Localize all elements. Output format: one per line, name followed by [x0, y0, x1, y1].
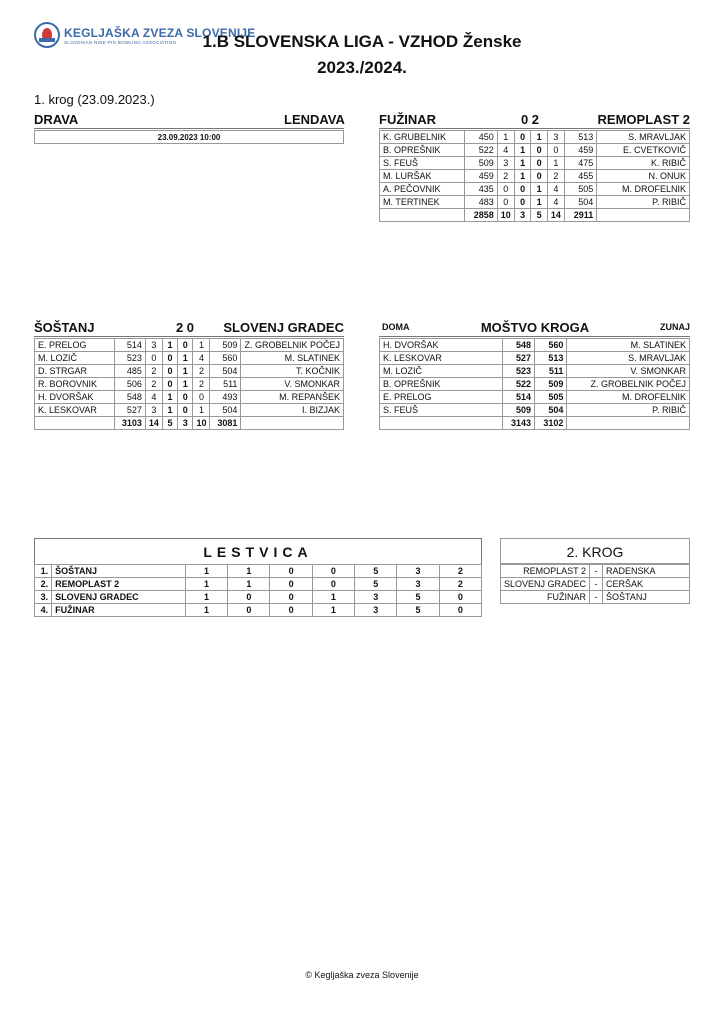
table-row: [35, 352, 344, 365]
home-player: S. FEUŠ: [380, 404, 503, 417]
away-point: 0: [178, 339, 193, 352]
away-point: 0: [178, 391, 193, 404]
home-sets: 10: [497, 209, 514, 222]
next-sep: -: [590, 565, 603, 578]
away-sets: 2: [547, 170, 564, 183]
home-point: 1: [514, 157, 531, 170]
losses: 1: [312, 591, 354, 604]
team-points-for: 3: [355, 591, 397, 604]
home-sets: 0: [497, 196, 514, 209]
away-pins: 504: [210, 365, 241, 378]
match1-away: LENDAVA: [284, 112, 345, 127]
next-home: FUŽINAR: [501, 591, 590, 604]
home-sets: 4: [145, 391, 162, 404]
next-sep: -: [590, 591, 603, 604]
losses: 0: [312, 578, 354, 591]
home-sets: 14: [145, 417, 162, 430]
away-point: 1: [178, 365, 193, 378]
table-total-row: [380, 417, 690, 430]
page-season: 2023./2024.: [317, 58, 407, 77]
tor-home-label: DOMA: [382, 322, 410, 332]
home-player: S. FEUŠ: [380, 157, 465, 170]
home-player: [380, 209, 465, 222]
played: 1: [185, 578, 227, 591]
table-row: [35, 604, 482, 617]
away-player: I. BIZJAK: [241, 404, 344, 417]
team-points-for: 3: [355, 604, 397, 617]
draws: 0: [270, 578, 312, 591]
home-sets: 0: [145, 352, 162, 365]
home-sets: 2: [497, 170, 514, 183]
table-row: [380, 391, 690, 404]
home-player: B. OPREŠNIK: [380, 378, 503, 391]
away-player: M. SLATINEK: [241, 352, 344, 365]
next-away: RADENSKA: [603, 565, 690, 578]
away-player: [567, 417, 690, 430]
team-name: FUŽINAR: [52, 604, 186, 617]
home-sets: 3: [497, 157, 514, 170]
played: 1: [185, 591, 227, 604]
away-pins: 505: [564, 183, 596, 196]
home-pins: 514: [114, 339, 145, 352]
played: 1: [185, 565, 227, 578]
logo-subtitle: SLOVENIAN NINE-PIN BOWLING ASSOCIATION: [64, 39, 177, 45]
team-name: REMOPLAST 2: [52, 578, 186, 591]
match3-divider: [34, 336, 344, 337]
footer-copyright: © Kegljaška zveza Slovenije: [305, 970, 419, 980]
match1-divider: [34, 128, 344, 129]
home-pins: 3103: [114, 417, 145, 430]
table-row: [35, 365, 344, 378]
league-points: 0: [439, 591, 481, 604]
home-pins: 514: [502, 391, 534, 404]
away-point: 0: [178, 404, 193, 417]
home-point: 0: [514, 196, 531, 209]
page-title: 1.B SLOVENSKA LIGA - VZHOD Ženske: [202, 32, 522, 51]
home-point: 0: [162, 378, 177, 391]
away-player: T. KOČNIK: [241, 365, 344, 378]
home-point: 1: [514, 144, 531, 157]
next-home: SLOVENJ GRADEC: [501, 578, 590, 591]
league-points: 0: [439, 604, 481, 617]
away-pins: 459: [564, 144, 596, 157]
table-row: [35, 391, 344, 404]
table-total-row: [35, 417, 344, 430]
table-row: [380, 339, 690, 352]
home-pins: 548: [502, 339, 534, 352]
home-player: M. LOZIČ: [35, 352, 115, 365]
table-row: [35, 591, 482, 604]
away-player: [241, 417, 344, 430]
away-pins: 504: [210, 404, 241, 417]
home-point: 5: [162, 417, 177, 430]
team-name: ŠOŠTANJ: [52, 565, 186, 578]
team-of-round-table: [379, 338, 690, 430]
played: 1: [185, 604, 227, 617]
away-pins: 560: [534, 339, 566, 352]
table-row: [380, 170, 690, 183]
home-player: K. LESKOVAR: [35, 404, 115, 417]
away-sets: 14: [547, 209, 564, 222]
away-sets: 4: [193, 352, 210, 365]
table-row: [380, 352, 690, 365]
home-pins: 459: [465, 170, 497, 183]
home-pins: 506: [114, 378, 145, 391]
home-point: 1: [162, 391, 177, 404]
table-row: [35, 565, 482, 578]
next-away: CERŠAK: [603, 578, 690, 591]
away-sets: 2: [193, 378, 210, 391]
table-row: [380, 183, 690, 196]
home-pins: 509: [465, 157, 497, 170]
match3-home: ŠOŠTANJ: [34, 320, 95, 335]
away-player: Z. GROBELNIK POČEJ: [241, 339, 344, 352]
away-player: E. CVETKOVIČ: [597, 144, 690, 157]
tor-away-label: ZUNAJ: [659, 322, 690, 332]
home-player: M. TERTINEK: [380, 196, 465, 209]
home-player: K. LESKOVAR: [380, 352, 503, 365]
team-points-against: 3: [397, 578, 439, 591]
standings-table: [34, 564, 482, 617]
match2-table: [379, 130, 690, 222]
home-player: K. GRUBELNIK: [380, 131, 465, 144]
away-pins: 504: [564, 196, 596, 209]
rank: 2.: [35, 578, 52, 591]
home-player: E. PRELOG: [380, 391, 503, 404]
away-point: 0: [531, 157, 548, 170]
home-sets: 2: [145, 365, 162, 378]
away-sets: 1: [547, 157, 564, 170]
away-sets: 1: [193, 339, 210, 352]
away-player: M. SLATINEK: [567, 339, 690, 352]
away-sets: 4: [547, 196, 564, 209]
away-point: 1: [531, 131, 548, 144]
away-sets: 0: [547, 144, 564, 157]
home-pins: 523: [502, 365, 534, 378]
away-point: 1: [178, 378, 193, 391]
away-point: 1: [531, 196, 548, 209]
table-row: [380, 144, 690, 157]
table-row: [35, 378, 344, 391]
wins: 0: [228, 591, 270, 604]
away-pins: 475: [564, 157, 596, 170]
home-pins: 523: [114, 352, 145, 365]
away-point: 1: [178, 352, 193, 365]
home-pins: 435: [465, 183, 497, 196]
away-player: M. DROFELNIK: [567, 391, 690, 404]
away-pins: 455: [564, 170, 596, 183]
home-sets: 2: [145, 378, 162, 391]
away-pins: 493: [210, 391, 241, 404]
standings-title: LESTVICA: [34, 538, 482, 564]
tor-divider: [379, 336, 690, 337]
table-row: [35, 578, 482, 591]
next-home: REMOPLAST 2: [501, 565, 590, 578]
tor-title: MOŠTVO KROGA: [480, 320, 590, 335]
away-player: V. SMONKAR: [241, 378, 344, 391]
wins: 1: [228, 578, 270, 591]
away-player: K. RIBIČ: [597, 157, 690, 170]
home-pins: 522: [465, 144, 497, 157]
home-pins: 527: [502, 352, 534, 365]
home-sets: 4: [497, 144, 514, 157]
match2-home: FUŽINAR: [379, 112, 437, 127]
table-row: [501, 578, 690, 591]
next-round-title: 2. KROG: [500, 538, 690, 564]
draws: 0: [270, 565, 312, 578]
match3-table: [34, 338, 344, 430]
home-pins: 450: [465, 131, 497, 144]
home-pins: 548: [114, 391, 145, 404]
team-points-against: 5: [397, 604, 439, 617]
team-points-against: 5: [397, 591, 439, 604]
table-row: [380, 378, 690, 391]
home-point: 1: [514, 170, 531, 183]
away-player: N. ONUK: [597, 170, 690, 183]
home-sets: 3: [145, 339, 162, 352]
table-row: [35, 404, 344, 417]
match2-divider: [379, 128, 690, 129]
home-player: [35, 417, 115, 430]
wins: 1: [228, 565, 270, 578]
home-sets: 0: [497, 183, 514, 196]
away-pins: 509: [534, 378, 566, 391]
away-player: P. RIBIČ: [597, 196, 690, 209]
table-row: [380, 131, 690, 144]
rank: 4.: [35, 604, 52, 617]
match3-score: 2 0: [175, 320, 195, 335]
table-row: [380, 196, 690, 209]
away-point: 1: [531, 183, 548, 196]
away-sets: 10: [193, 417, 210, 430]
away-player: V. SMONKAR: [567, 365, 690, 378]
home-pins: 485: [114, 365, 145, 378]
table-row: [501, 565, 690, 578]
home-pins: 527: [114, 404, 145, 417]
home-point: 0: [162, 352, 177, 365]
home-sets: 1: [497, 131, 514, 144]
match1-home: DRAVA: [34, 112, 79, 127]
home-player: D. STRGAR: [35, 365, 115, 378]
home-sets: 3: [145, 404, 162, 417]
rank: 1.: [35, 565, 52, 578]
away-player: P. RIBIČ: [567, 404, 690, 417]
next-round-table: [500, 564, 690, 604]
team-points-for: 5: [355, 565, 397, 578]
home-point: 1: [162, 404, 177, 417]
away-pins: 509: [210, 339, 241, 352]
logo-name: KEGLJAŠKA ZVEZA SLOVENIJE: [64, 25, 256, 40]
away-pins: 3081: [210, 417, 241, 430]
league-points: 2: [439, 578, 481, 591]
away-player: M. DROFELNIK: [597, 183, 690, 196]
home-pins: 509: [502, 404, 534, 417]
next-sep: -: [590, 578, 603, 591]
away-pins: 2911: [564, 209, 596, 222]
table-total-row: [380, 209, 690, 222]
team-name: SLOVENJ GRADEC: [52, 591, 186, 604]
home-pins: 3143: [502, 417, 534, 430]
away-pins: 560: [210, 352, 241, 365]
away-player: Z. GROBELNIK POČEJ: [567, 378, 690, 391]
home-player: M. LOZIČ: [380, 365, 503, 378]
match3-away: SLOVENJ GRADEC: [223, 320, 344, 335]
home-player: A. PEČOVNIK: [380, 183, 465, 196]
league-points: 2: [439, 565, 481, 578]
away-point: 0: [531, 170, 548, 183]
home-pins: 483: [465, 196, 497, 209]
rank: 3.: [35, 591, 52, 604]
losses: 1: [312, 604, 354, 617]
table-row: [501, 591, 690, 604]
away-pins: 511: [534, 365, 566, 378]
away-point: 5: [531, 209, 548, 222]
away-pins: 3102: [534, 417, 566, 430]
home-player: H. DVORŠAK: [380, 339, 503, 352]
home-point: 0: [162, 365, 177, 378]
away-sets: 1: [193, 404, 210, 417]
losses: 0: [312, 565, 354, 578]
draws: 0: [270, 604, 312, 617]
away-sets: 3: [547, 131, 564, 144]
away-point: 3: [178, 417, 193, 430]
wins: 0: [228, 604, 270, 617]
home-player: E. PRELOG: [35, 339, 115, 352]
away-point: 0: [531, 144, 548, 157]
away-player: M. REPANŠEK: [241, 391, 344, 404]
home-pins: 2858: [465, 209, 497, 222]
home-point: 0: [514, 131, 531, 144]
draws: 0: [270, 591, 312, 604]
away-pins: 504: [534, 404, 566, 417]
team-points-against: 3: [397, 565, 439, 578]
next-away: ŠOŠTANJ: [603, 591, 690, 604]
table-row: [380, 157, 690, 170]
away-player: [597, 209, 690, 222]
home-player: H. DVORŠAK: [35, 391, 115, 404]
away-sets: 0: [193, 391, 210, 404]
away-sets: 4: [547, 183, 564, 196]
home-point: 3: [514, 209, 531, 222]
away-pins: 505: [534, 391, 566, 404]
away-player: S. MRAVLJAK: [597, 131, 690, 144]
match1-date: 23.09.2023 10:00: [34, 130, 344, 144]
away-player: S. MRAVLJAK: [567, 352, 690, 365]
home-player: B. OPREŠNIK: [380, 144, 465, 157]
home-point: 1: [162, 339, 177, 352]
home-player: [380, 417, 503, 430]
home-pins: 522: [502, 378, 534, 391]
table-row: [35, 339, 344, 352]
table-row: [380, 365, 690, 378]
table-row: [380, 404, 690, 417]
match2-away: REMOPLAST 2: [597, 112, 690, 127]
match2-score: 0 2: [520, 112, 540, 127]
away-pins: 513: [564, 131, 596, 144]
away-pins: 511: [210, 378, 241, 391]
round-label: 1. krog (23.09.2023.): [34, 92, 155, 107]
home-player: M. LURŠAK: [380, 170, 465, 183]
home-point: 0: [514, 183, 531, 196]
away-pins: 513: [534, 352, 566, 365]
home-player: R. BOROVNIK: [35, 378, 115, 391]
away-sets: 2: [193, 365, 210, 378]
team-points-for: 5: [355, 578, 397, 591]
